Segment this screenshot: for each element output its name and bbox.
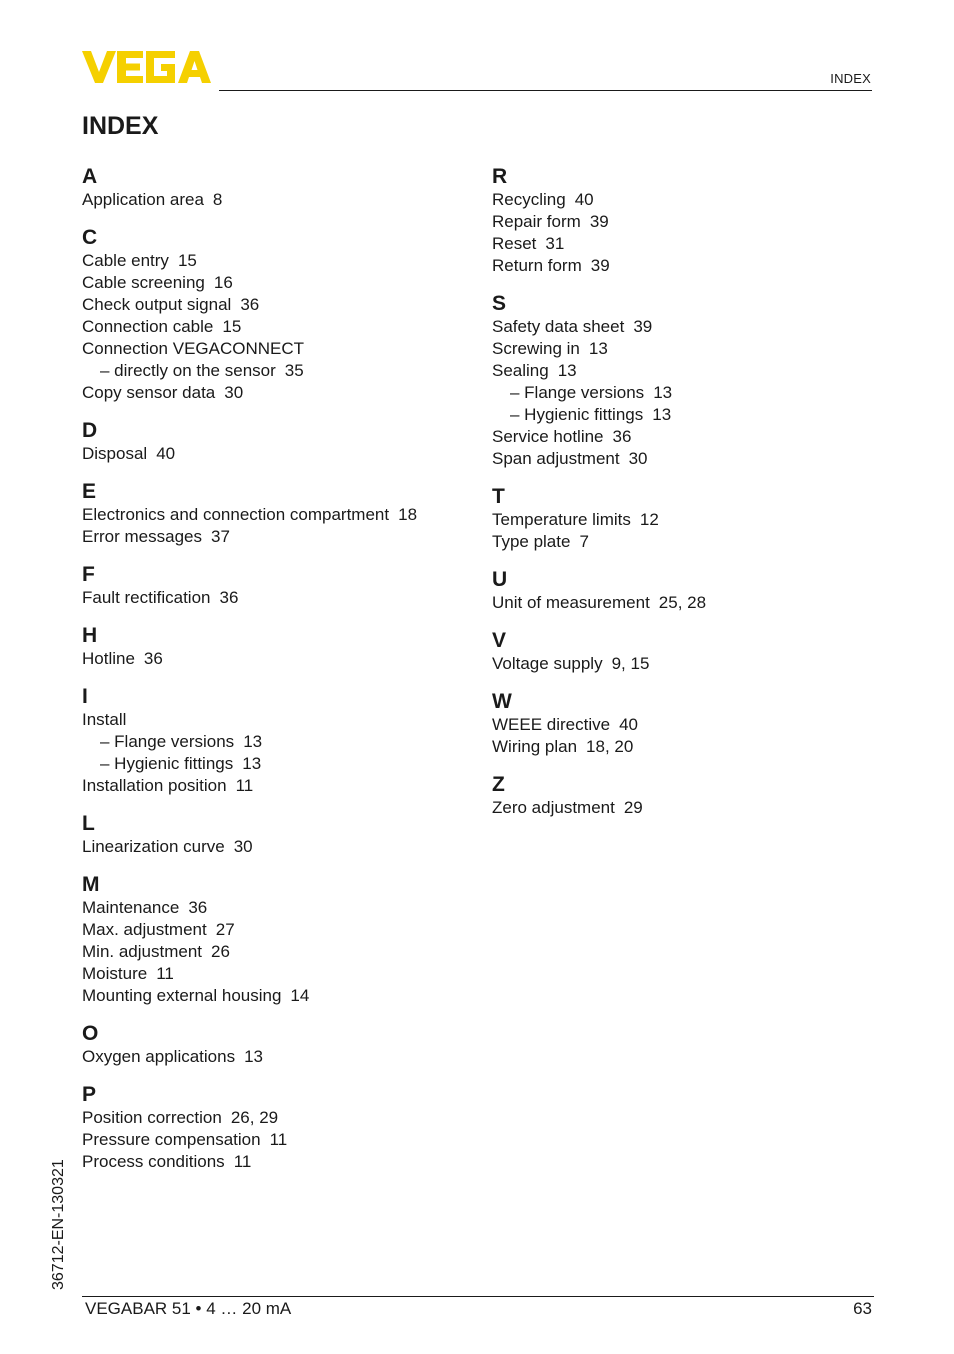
entry-term: Hotline bbox=[82, 649, 135, 668]
index-letter: C bbox=[82, 226, 98, 249]
index-entry bbox=[492, 448, 872, 470]
index-entry bbox=[82, 963, 462, 985]
index-letter: E bbox=[82, 480, 97, 503]
entry-term: Reset bbox=[492, 234, 537, 253]
entry-page-ref[interactable]: 13 bbox=[244, 1047, 264, 1066]
entry-term: – directly on the sensor bbox=[100, 361, 276, 380]
entry-term: Zero adjustment bbox=[492, 798, 615, 817]
entry-term: Moisture bbox=[82, 964, 148, 983]
entry-term: Voltage supply bbox=[492, 654, 603, 673]
index-group-p bbox=[82, 1083, 462, 1173]
index-entry bbox=[82, 836, 462, 858]
index-entry bbox=[82, 272, 462, 294]
index-group-m bbox=[82, 873, 462, 1007]
page-number: 63 bbox=[853, 1299, 872, 1318]
index-letter: F bbox=[82, 563, 95, 586]
entry-term: Safety data sheet bbox=[492, 317, 625, 336]
entry-term: Pressure compensation bbox=[82, 1130, 261, 1149]
entry-term: Wiring plan bbox=[492, 737, 578, 756]
entry-term: Service hotline bbox=[492, 427, 604, 446]
index-group-o bbox=[82, 1022, 462, 1068]
index-entry bbox=[82, 941, 462, 963]
vega-logo-mark bbox=[82, 51, 212, 83]
entry-page-ref[interactable]: 40 bbox=[574, 190, 594, 209]
index-entry bbox=[492, 736, 872, 758]
entry-page-ref[interactable]: 13 bbox=[588, 339, 608, 358]
index-entry bbox=[82, 648, 462, 670]
entry-page-ref[interactable]: 36 bbox=[188, 898, 208, 917]
entry-term: Cable screening bbox=[82, 273, 205, 292]
index-group-a bbox=[82, 165, 462, 211]
entry-term: Cable entry bbox=[82, 251, 169, 270]
index-entry bbox=[82, 587, 462, 609]
index-group-e bbox=[82, 480, 462, 548]
index-group-f bbox=[82, 563, 462, 609]
entry-term: Install bbox=[82, 710, 127, 729]
entry-page-ref[interactable]: 40 bbox=[156, 444, 176, 463]
index-entry bbox=[492, 714, 872, 736]
index-letter: L bbox=[82, 812, 95, 835]
entry-page-ref[interactable]: 26, 29 bbox=[230, 1108, 279, 1127]
entry-page-ref[interactable]: 36 bbox=[612, 427, 632, 446]
entry-page-ref[interactable]: 39 bbox=[590, 256, 610, 275]
entry-page-ref[interactable]: 26 bbox=[211, 942, 230, 961]
entry-page-ref[interactable]: 30 bbox=[224, 383, 244, 402]
index-entry bbox=[82, 709, 462, 731]
index-entry bbox=[492, 653, 872, 675]
index-entry bbox=[82, 1129, 462, 1151]
footer-product-name: VEGABAR 51 • 4 … 20 mA bbox=[85, 1299, 292, 1318]
index-subentry bbox=[82, 731, 462, 753]
header-rule bbox=[219, 90, 872, 91]
entry-term: WEEE directive bbox=[492, 715, 611, 734]
index-entry bbox=[492, 255, 872, 277]
entry-page-ref[interactable]: 11 bbox=[156, 964, 174, 983]
footer-rule bbox=[82, 1296, 874, 1297]
index-subentry bbox=[82, 753, 462, 775]
index-letter: V bbox=[492, 629, 507, 652]
entry-page-ref[interactable]: 40 bbox=[619, 715, 639, 734]
entry-page-ref[interactable]: 8 bbox=[212, 190, 223, 209]
entry-page-ref[interactable]: 11 bbox=[269, 1130, 288, 1149]
entry-term: Unit of measurement bbox=[492, 593, 650, 612]
index-group-t bbox=[492, 485, 872, 553]
entry-term: Max. adjustment bbox=[82, 920, 207, 939]
index-entry bbox=[492, 797, 872, 819]
index-entry bbox=[82, 338, 462, 360]
entry-page-ref[interactable]: 7 bbox=[579, 532, 589, 551]
index-entry bbox=[82, 775, 462, 797]
entry-page-ref[interactable]: 39 bbox=[589, 212, 609, 231]
index-entry bbox=[492, 531, 872, 553]
index-letter: T bbox=[492, 485, 505, 508]
entry-term: Installation position bbox=[82, 776, 227, 795]
index-group-l bbox=[82, 812, 462, 858]
entry-term: Sealing bbox=[492, 361, 549, 380]
entry-term: Connection cable bbox=[82, 317, 214, 336]
entry-term: Copy sensor data bbox=[82, 383, 216, 402]
entry-page-ref[interactable]: 12 bbox=[639, 510, 659, 529]
index-letter: H bbox=[82, 624, 98, 647]
entry-term: Maintenance bbox=[82, 898, 180, 917]
index-group-i bbox=[82, 685, 462, 797]
index-group-h bbox=[82, 624, 462, 670]
index-entry bbox=[82, 1046, 462, 1068]
page-title: INDEX bbox=[82, 112, 159, 140]
entry-term: – Hygienic fittings bbox=[100, 754, 234, 773]
entry-term: Type plate bbox=[492, 532, 571, 551]
entry-page-ref[interactable]: 36 bbox=[219, 588, 239, 607]
entry-term: Disposal bbox=[82, 444, 148, 463]
index-group-s bbox=[492, 292, 872, 470]
index-letter: M bbox=[82, 873, 100, 896]
entry-page-ref[interactable]: 27 bbox=[215, 920, 235, 939]
entry-page-ref[interactable]: 36 bbox=[143, 649, 163, 668]
entry-term: Fault rectification bbox=[82, 588, 211, 607]
entry-term: Span adjustment bbox=[492, 449, 620, 468]
index-entry bbox=[492, 338, 872, 360]
index-entry bbox=[82, 250, 462, 272]
entry-term: Return form bbox=[492, 256, 582, 275]
entry-term: Repair form bbox=[492, 212, 581, 231]
index-group-u bbox=[492, 568, 872, 614]
entry-term: Mounting external housing bbox=[82, 986, 282, 1005]
entry-page-ref[interactable]: 36 bbox=[240, 295, 260, 314]
entry-page-ref[interactable]: 14 bbox=[290, 986, 310, 1005]
entry-page-ref[interactable]: 18 bbox=[398, 505, 418, 524]
entry-term: Position correction bbox=[82, 1108, 222, 1127]
entry-page-ref[interactable]: 29 bbox=[623, 798, 643, 817]
vega-logo bbox=[82, 51, 212, 83]
entry-term: – Flange versions bbox=[510, 383, 645, 402]
entry-page-ref[interactable]: 9, 15 bbox=[611, 654, 650, 673]
entry-page-ref[interactable]: 13 bbox=[242, 754, 262, 773]
index-entry bbox=[82, 382, 462, 404]
index-letter: D bbox=[82, 419, 98, 442]
index-entry bbox=[492, 316, 872, 338]
index-entry bbox=[82, 294, 462, 316]
entry-term: Min. adjustment bbox=[82, 942, 202, 961]
entry-page-ref[interactable]: 37 bbox=[210, 527, 230, 546]
index-entry bbox=[492, 360, 872, 382]
entry-page-ref[interactable]: 13 bbox=[243, 732, 263, 751]
index-column-left bbox=[82, 165, 462, 1188]
entry-page-ref[interactable]: 18, 20 bbox=[586, 737, 634, 756]
index-entry bbox=[82, 897, 462, 919]
entry-term: Temperature limits bbox=[492, 510, 631, 529]
entry-term: Screwing in bbox=[492, 339, 580, 358]
entry-page-ref[interactable]: 13 bbox=[652, 405, 672, 424]
index-entry bbox=[492, 189, 872, 211]
entry-term: – Hygienic fittings bbox=[510, 405, 644, 424]
index-group-d bbox=[82, 419, 462, 465]
index-group-c bbox=[82, 226, 462, 404]
entry-term: Linearization curve bbox=[82, 837, 225, 856]
index-entry bbox=[82, 443, 462, 465]
entry-page-ref[interactable]: 35 bbox=[284, 361, 304, 380]
index-entry bbox=[82, 985, 462, 1007]
entry-term: Recycling bbox=[492, 190, 566, 209]
entry-page-ref[interactable]: 13 bbox=[557, 361, 577, 380]
index-letter: U bbox=[492, 568, 508, 591]
index-group-w bbox=[492, 690, 872, 758]
entry-term: Process conditions bbox=[82, 1152, 225, 1171]
index-entry bbox=[492, 233, 872, 255]
entry-page-ref[interactable]: 39 bbox=[633, 317, 653, 336]
index-letter: A bbox=[82, 165, 98, 188]
index-entry bbox=[82, 919, 462, 941]
document-id: 36712-EN-130321 bbox=[50, 1159, 67, 1290]
entry-term: – Flange versions bbox=[100, 732, 235, 751]
entry-term: Error messages bbox=[82, 527, 202, 546]
index-group-r bbox=[492, 165, 872, 277]
index-entry bbox=[82, 526, 462, 548]
index-letter: W bbox=[492, 690, 512, 713]
section-label: INDEX bbox=[830, 71, 871, 86]
entry-page-ref[interactable]: 16 bbox=[213, 273, 233, 292]
entry-page-ref[interactable]: 30 bbox=[628, 449, 648, 468]
index-subentry bbox=[492, 404, 872, 426]
entry-page-ref[interactable]: 31 bbox=[545, 234, 565, 253]
index-letter: O bbox=[82, 1022, 99, 1045]
entry-page-ref[interactable]: 13 bbox=[653, 383, 673, 402]
entry-page-ref[interactable]: 15 bbox=[222, 317, 242, 336]
entry-page-ref[interactable]: 11 bbox=[233, 1152, 252, 1171]
index-group-z bbox=[492, 773, 872, 819]
entry-page-ref[interactable]: 25, 28 bbox=[658, 593, 707, 612]
index-entry bbox=[492, 211, 872, 233]
index-letter: P bbox=[82, 1083, 97, 1106]
index-column-right bbox=[492, 165, 872, 834]
entry-page-ref[interactable]: 15 bbox=[177, 251, 197, 270]
entry-term: Oxygen applications bbox=[82, 1047, 236, 1066]
entry-term: Check output signal bbox=[82, 295, 232, 314]
index-letter: R bbox=[492, 165, 508, 188]
index-group-v bbox=[492, 629, 872, 675]
index-letter: Z bbox=[492, 773, 505, 796]
index-entry bbox=[492, 509, 872, 531]
index-entry bbox=[82, 1151, 462, 1173]
index-letter: S bbox=[492, 292, 507, 315]
index-entry bbox=[492, 426, 872, 448]
index-entry bbox=[82, 504, 462, 526]
index-letter: I bbox=[82, 685, 88, 708]
entry-page-ref[interactable]: 11 bbox=[235, 776, 254, 795]
entry-page-ref[interactable]: 30 bbox=[233, 837, 253, 856]
index-subentry bbox=[492, 382, 872, 404]
entry-term: Application area bbox=[82, 190, 204, 209]
index-subentry bbox=[82, 360, 462, 382]
index-entry bbox=[82, 316, 462, 338]
index-entry bbox=[82, 189, 462, 211]
index-entry bbox=[82, 1107, 462, 1129]
index-entry bbox=[492, 592, 872, 614]
entry-term: Electronics and connection compartment bbox=[82, 505, 390, 524]
entry-term: Connection VEGACONNECT bbox=[82, 339, 305, 358]
